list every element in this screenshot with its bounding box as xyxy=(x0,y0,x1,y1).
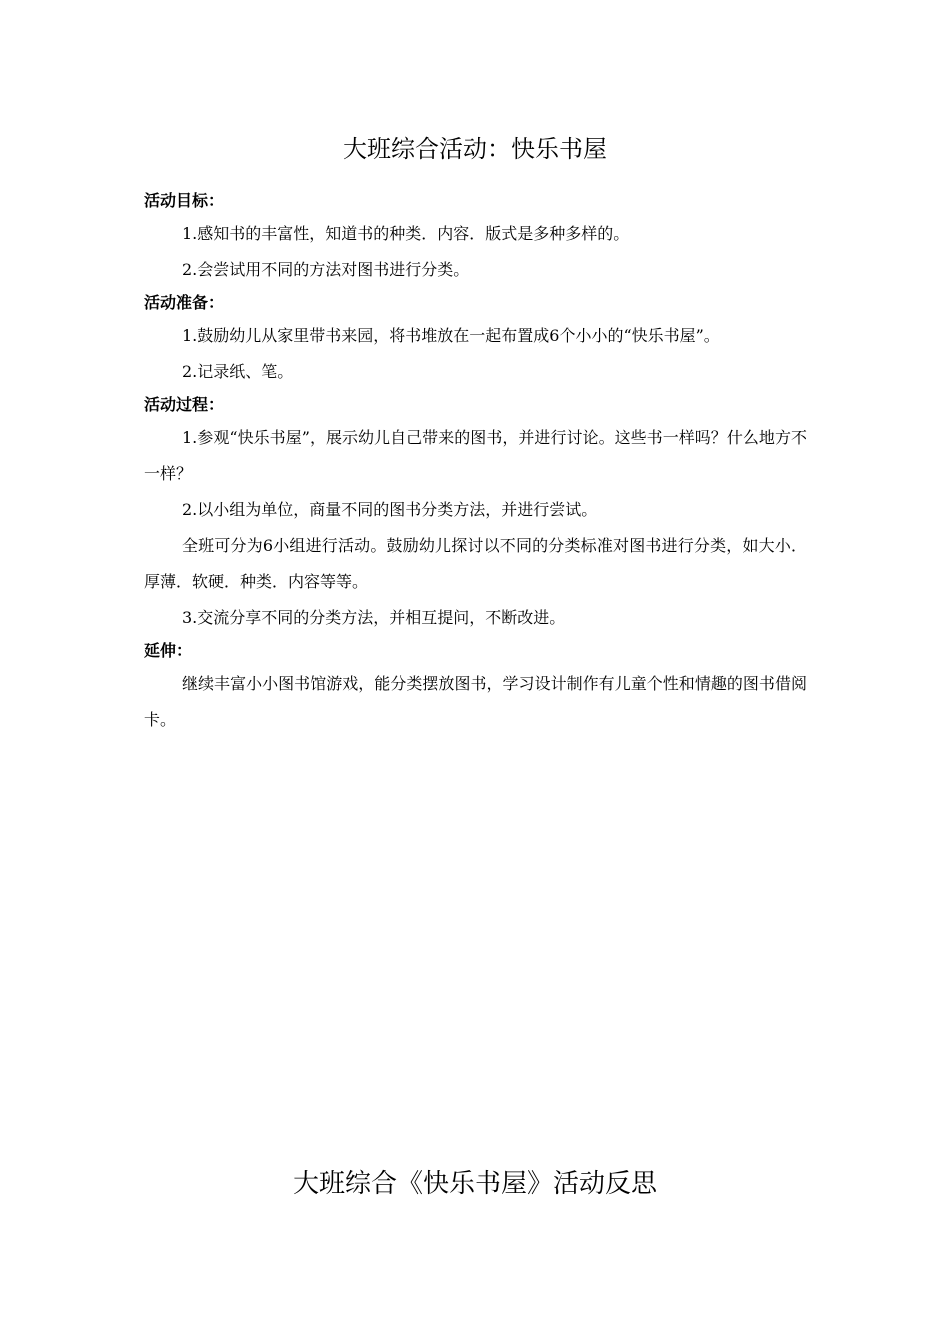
section-heading-extension: 延伸： xyxy=(144,641,193,660)
process-item: 全班可分为6小组进行活动。鼓励幼儿探讨以不同的分类标准对图书进行分类，如大小．厚薄．软硬．种类．内容等等。 xyxy=(144,536,807,591)
preparation-item: 1.鼓励幼儿从家里带书来园，将书堆放在一起布置成6个小小的“快乐书屋”。 xyxy=(182,326,720,345)
process-item: 2.以小组为单位，商量不同的图书分类方法，并进行尝试。 xyxy=(182,500,598,519)
section-heading-preparation: 活动准备： xyxy=(144,293,225,312)
goal-item: 2.会尝试用不同的方法对图书进行分类。 xyxy=(182,260,470,279)
reflection-title: 大班综合《快乐书屋》活动反思 xyxy=(292,1169,657,1199)
process-item: 1.参观“快乐书屋”，展示幼儿自己带来的图书，并进行讨论。这些书一样吗？什么地方不一样？ xyxy=(144,428,807,483)
goal-item: 1.感知书的丰富性，知道书的种类．内容．版式是多种多样的。 xyxy=(182,224,630,243)
preparation-item: 2.记录纸、笔。 xyxy=(182,362,294,381)
process-item: 3.交流分享不同的分类方法，并相互提问，不断改进。 xyxy=(182,608,566,627)
section-heading-process: 活动过程： xyxy=(144,395,225,414)
document-title: 大班综合活动：快乐书屋 xyxy=(343,135,607,163)
section-heading-goals: 活动目标： xyxy=(144,191,225,210)
document-body xyxy=(144,186,807,738)
extension-item: 继续丰富小小图书馆游戏，能分类摆放图书，学习设计制作有儿童个性和情趣的图书借阅卡。 xyxy=(144,674,807,729)
